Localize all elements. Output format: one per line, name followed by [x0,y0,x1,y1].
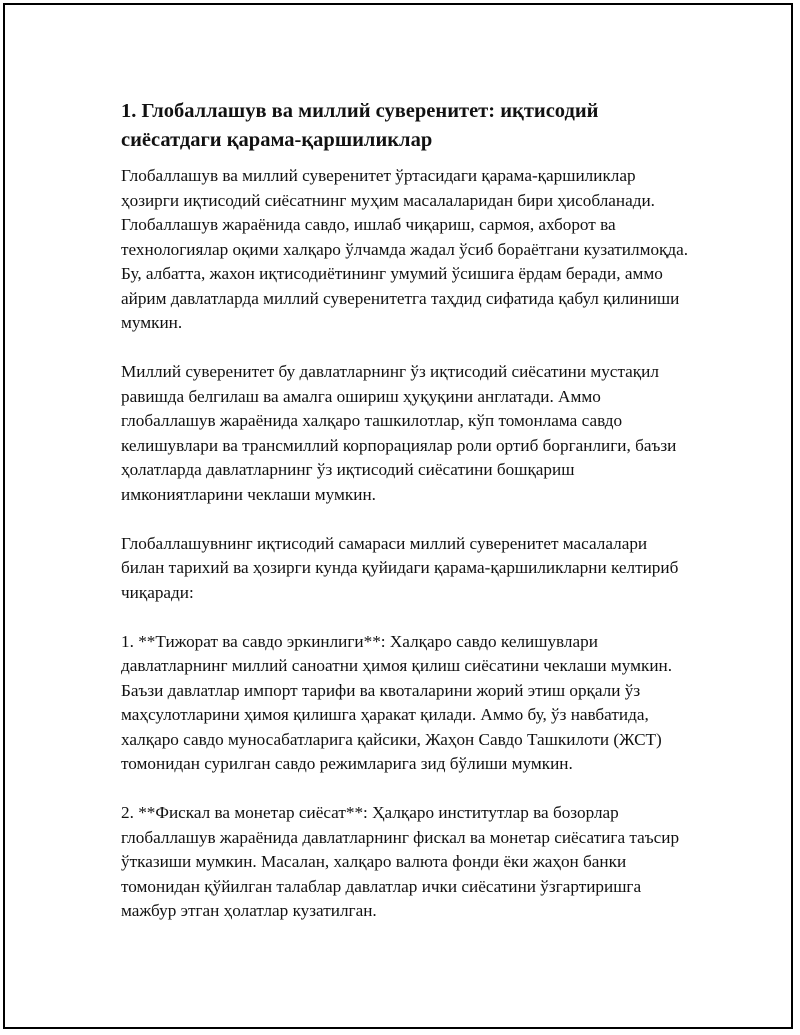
document-body [121,97,691,948]
paragraph-sovereignty: Миллий суверенитет бу давлатларнинг ўз иқтисодий сиёсатини мустақил равишда белгилаш ва амалга ошириш ҳуқуқини англатади. Аммо глобаллашув жараёнида халқаро ташкилотлар, кўп томонлама савдо келишувлари ва трансмиллий корпорациялар роли ортиб борганлиги, баъзи ҳолатларда давлатларнинг ўз иқтисодий сиёсатини бошқариш имкониятларини чеклаши мумкин. [121,362,677,504]
paragraph-intro: Глобаллашув ва миллий суверенитет ўртасидаги қарама-қаршиликлар ҳозирги иқтисодий сиёсатнинг муҳим масалаларидан бири ҳисобланади. Глобаллашув жараёнида савдо, ишлаб чиқариш, сармоя, ахборот ва технологиялар оқими халқаро ўлчамда жадал ўсиб бораётгани кузатилмоқда. Бу, албатта, жахон иқтисодиётининг умумий ўсишига ёрдам беради, аммо айрим давлатларда миллий суверенитетга таҳдид сифатида қабул қилиниши мумкин. [121,166,689,332]
section-heading: 1. Глобаллашув ва миллий суверенитет: иқтисодий сиёсатдаги қарама-қаршиликлар [121,100,599,151]
paragraph-trade-freedom: 1. **Тижорат ва савдо эркинлиги**: Халқаро савдо келишувлари давлатларнинг миллий саноатни ҳимоя қилиш сиёсатини чеклаши мумкин. Баъзи давлатлар импорт тарифи ва квоталарини жорий этиш орқали ўз маҳсулотларини ҳимоя қилишга ҳаракат қилади. Аммо бу, ўз навбатида, халқаро савдо муносабатларига қайсики, Жаҳон Савдо Ташкилоти (ЖСТ) томонидан сурилган савдо режимларига зид бўлиши мумкин. [121,631,673,773]
paragraph-contradictions-intro: Глобаллашувнинг иқтисодий самараси миллий суверенитет масалалари билан тарихий ва ҳозирги кунда қуйидаги қарама-қаршиликларни келтириб чиқаради: [121,533,679,602]
paragraph-fiscal-monetary: 2. **Фискал ва монетар сиёсат**: Ҳалқаро институтлар ва бозорлар глобаллашув жараёнида давлатларнинг фискал ва монетар сиёсатига таъсир ўтказиши мумкин. Масалан, халқаро валюта фонди ёки жаҳон банки томонидан қўйилган талаблар давлатлар ички сиёсатини ўзгартиришга мажбур этган ҳолатлар кузатилган. [121,803,680,920]
page-frame [3,3,793,1029]
